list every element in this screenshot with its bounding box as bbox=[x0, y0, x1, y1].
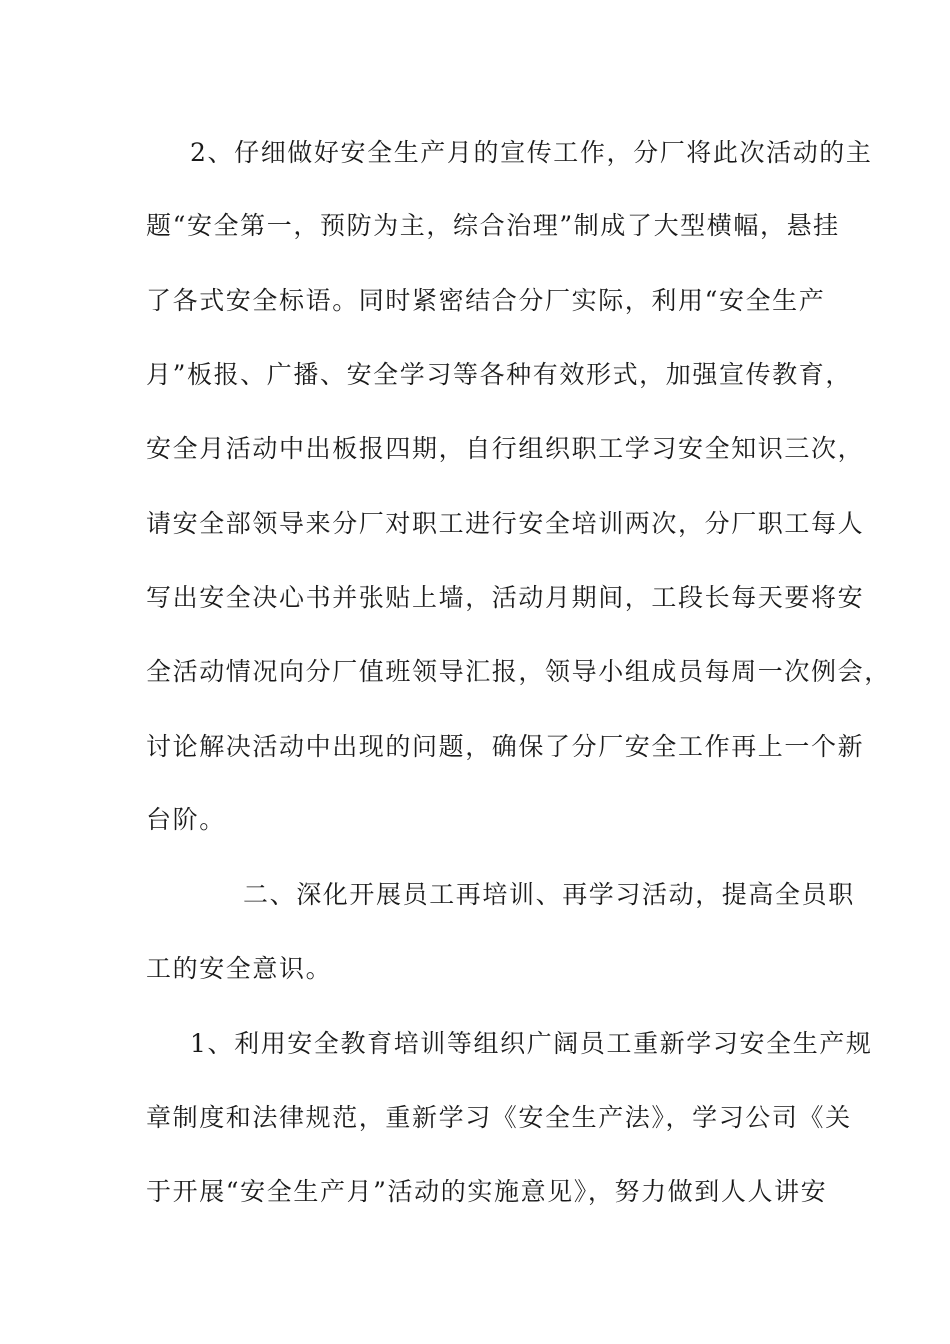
paragraph-line: 2、仔细做好安全生产月的宣传工作，分厂将此次活动的主 bbox=[190, 138, 873, 167]
paragraph-line: 讨论解决活动中出现的问题，确保了分厂安全工作再上一个新 bbox=[146, 732, 865, 761]
paragraph-line: 台阶。 bbox=[146, 805, 226, 834]
paragraph-line: 安全月活动中出板报四期，自行组织职工学习安全知识三次， bbox=[146, 434, 865, 463]
paragraph-line: 了各式安全标语。同时紧密结合分厂实际，利用“安全生产 bbox=[146, 286, 826, 315]
paragraph-line: 1、利用安全教育培训等组织广阔员工重新学习安全生产规 bbox=[190, 1029, 873, 1058]
paragraph-line: 写出安全决心书并张贴上墙，活动月期间，工段长每天要将安 bbox=[146, 583, 865, 612]
paragraph-line: 于开展“安全生产月”活动的实施意见》，努力做到人人讲安 bbox=[146, 1177, 828, 1206]
section-heading-line: 工的安全意识。 bbox=[146, 954, 333, 983]
paragraph-line: 题“安全第一，预防为主，综合治理”制成了大型横幅，悬挂 bbox=[146, 211, 840, 240]
section-heading-line: 二、深化开展员工再培训、再学习活动，提高全员职 bbox=[243, 880, 855, 909]
paragraph-line: 章制度和法律规范，重新学习《安全生产法》，学习公司《关 bbox=[146, 1103, 852, 1132]
paragraph-line: 月”板报、广播、安全学习等各种有效形式，加强宣传教育， bbox=[146, 360, 852, 389]
paragraph-line: 全活动情况向分厂值班领导汇报，领导小组成员每周一次例会， bbox=[146, 657, 891, 686]
paragraph-line: 请安全部领导来分厂对职工进行安全培训两次，分厂职工每人 bbox=[146, 509, 865, 538]
